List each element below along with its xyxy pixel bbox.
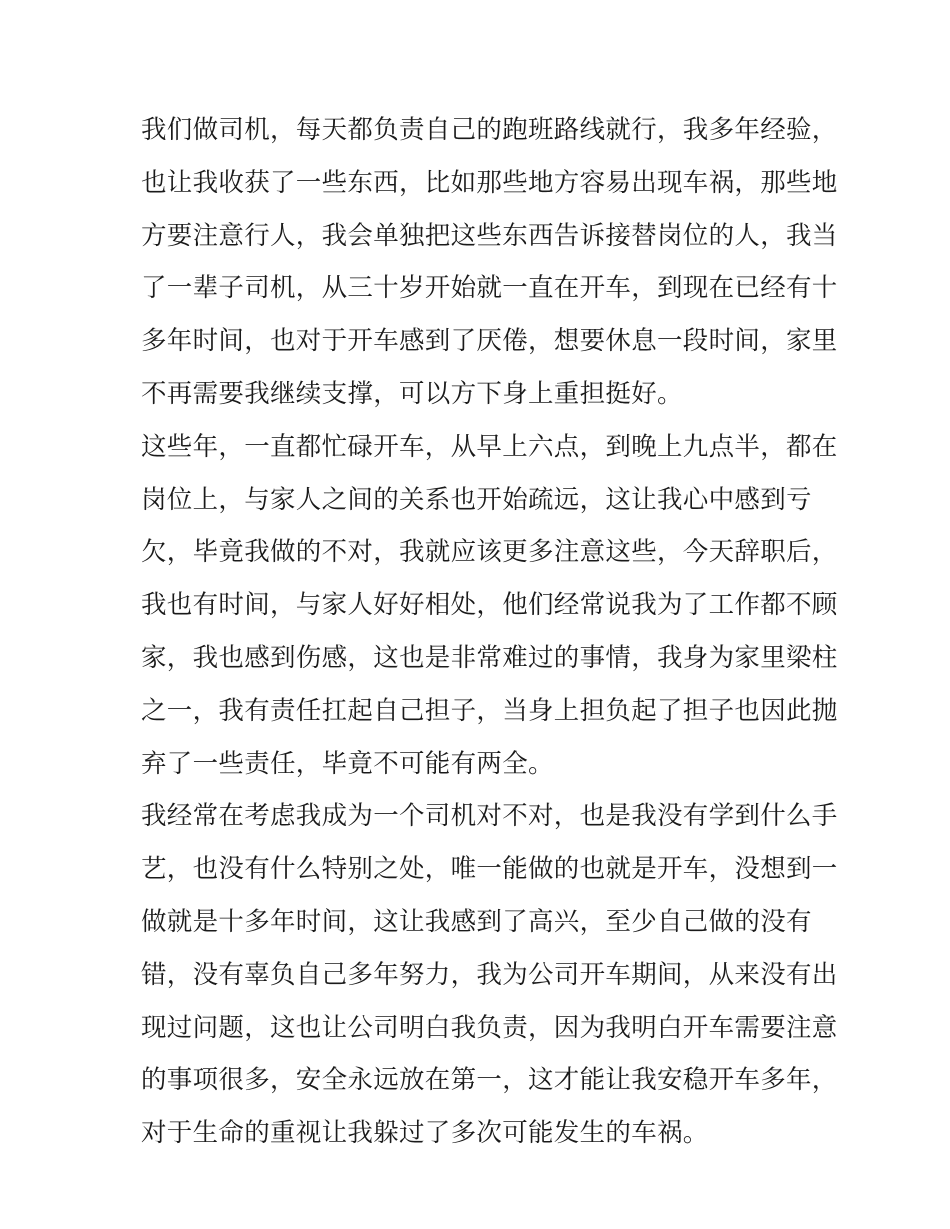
text-line: 我们做司机，每天都负责自己的跑班路线就行，我多年经验， — [141, 115, 838, 145]
text-line: 做就是十多年时间，这让我感到了高兴，至少自己做的没有 — [141, 906, 812, 937]
text-line: 艺，也没有什么特别之处，唯一能做的也就是开车，没想到一 — [141, 854, 838, 885]
text-line: 家，我也感到伤感，这也是非常难过的事情，我身为家里梁柱 — [141, 642, 838, 673]
text-line: 多年时间，也对于开车感到了厌倦，想要休息一段时间，家里 — [141, 326, 838, 357]
body-text — [141, 104, 838, 1160]
text-line: 岗位上，与家人之间的关系也开始疏远，这让我心中感到亏 — [141, 484, 812, 515]
text-line: 对于生命的重视让我躲过了多次可能发生的车祸。 — [141, 1118, 709, 1149]
text-line: 弃了一些责任，毕竟不可能有两全。 — [141, 748, 554, 779]
text-line: 不再需要我继续支撑，可以方下身上重担挺好。 — [141, 378, 683, 409]
text-line: 了一辈子司机，从三十岁开始就一直在开车，到现在已经有十 — [141, 273, 838, 304]
text-line: 方要注意行人，我会单独把这些东西告诉接替岗位的人，我当 — [141, 220, 838, 251]
text-line: 我也有时间，与家人好好相处，他们经常说我为了工作都不顾 — [141, 590, 838, 621]
text-line: 之一，我有责任扛起自己担子，当身上担负起了担子也因此抛 — [141, 695, 838, 726]
text-line: 欠，毕竟我做的不对，我就应该更多注意这些，今天辞职后， — [141, 537, 838, 568]
text-line: 这些年，一直都忙碌开车，从早上六点，到晚上九点半，都在 — [141, 431, 838, 462]
text-line: 也让我收获了一些东西，比如那些地方容易出现车祸，那些地 — [141, 167, 838, 198]
text-line: 现过问题，这也让公司明白我负责，因为我明白开车需要注意 — [141, 1012, 838, 1043]
text-line: 我经常在考虑我成为一个司机对不对，也是我没有学到什么手 — [141, 801, 838, 832]
text-line: 错，没有辜负自己多年努力，我为公司开车期间，从来没有出 — [141, 959, 838, 990]
text-line: 的事项很多，安全永远放在第一，这才能让我安稳开车多年， — [141, 1065, 838, 1096]
